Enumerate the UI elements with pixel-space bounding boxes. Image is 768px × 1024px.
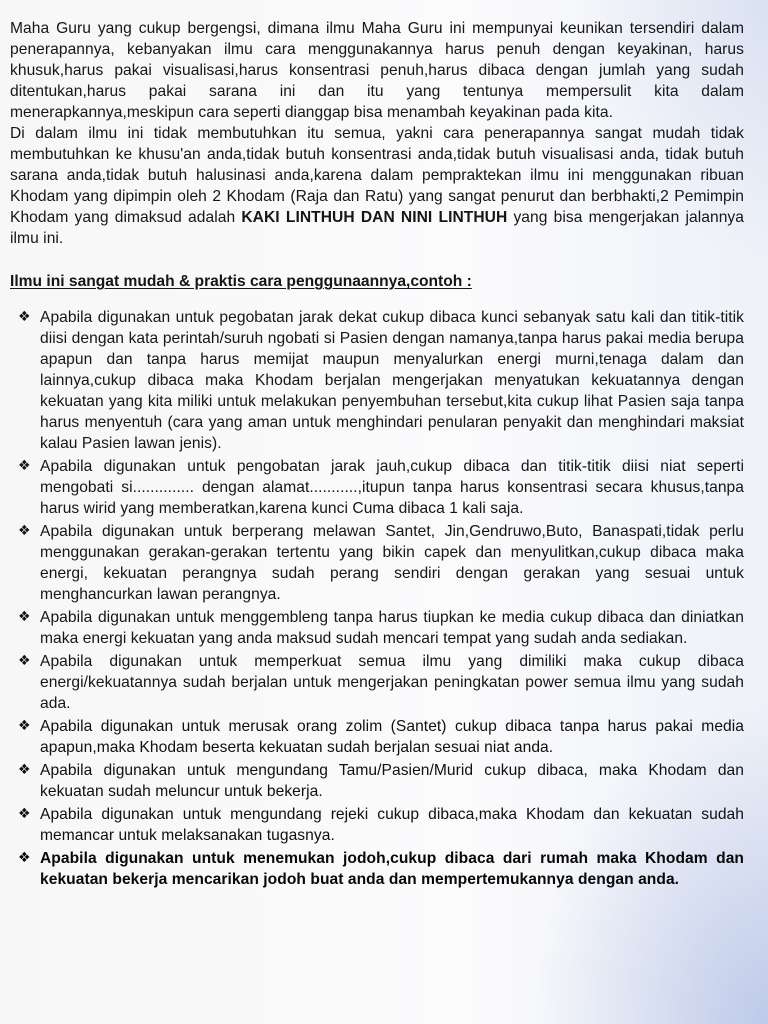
list-item: [10, 848, 744, 890]
list-item: [10, 607, 744, 649]
list-item: [10, 307, 744, 454]
intro-paragraph-2-text: Di dalam ilmu ini tidak membutuhkan itu semua, yakni cara penerapannya sangat mudah tidak membutuhkan ke khusu'an anda,tidak butuh konsentrasi anda,tidak butuh visualisasi anda, tidak butuh sarana anda,tidak butuh halusinasi anda,karena dalam pempraktekan ilmu ini menggunakan ribuan Khodam yang dipimpin oleh 2 Khodam (Raja dan Ratu) yang sangat penurut dan berbhakti,2 Pemimpin Khodam yang dimaksud adalah: [10, 125, 744, 226]
list-item: [10, 804, 744, 846]
list-item: [10, 651, 744, 714]
list-item-text: Apabila digunakan untuk menemukan jodoh,cukup dibaca dari rumah maka Khodam dan kekuatan bekerja mencarikan jodoh buat anda dan mempertemukannya dengan anda.: [40, 850, 744, 888]
list-item-text: Apabila digunakan untuk mengundang Tamu/Pasien/Murid cukup dibaca, maka Khodam dan kekuatan sudah meluncur untuk bekerja.: [40, 762, 744, 800]
list-item: [10, 716, 744, 758]
list-item-text: Apabila digunakan untuk memperkuat semua ilmu yang dimiliki maka cukup dibaca energi/kekuatannya sudah berjalan untuk mengerjakan peningkatan power semua ilmu yang sudah ada.: [40, 653, 744, 712]
list-item: [10, 760, 744, 802]
list-item-text: Apabila digunakan untuk pegobatan jarak dekat cukup dibaca kunci sebanyak satu kali dan titik-titik diisi dengan kata perintah/suruh ngobati si Pasien dengan namanya,tanpa harus pakai media berupa apapun dan tanpa harus memijat maupun menyalurkan energi murni,tenaga dalam dan lainnya,cukup dibaca maka Khodam berjalan mengerjakan menyatukan kekuatannya dengan kekuatan yang kita miliki untuk melakukan penyembuhan tersebut,kita cukup lihat Pasien saja tanpa harus menyentuh (cara yang aman untuk menghindari penularan penyakit dan menghindari maksiat kalau Pasien lawan jenis).: [40, 309, 744, 452]
diamond-bullet-icon: ❖: [18, 523, 31, 539]
diamond-bullet-icon: ❖: [18, 653, 31, 669]
list-item: [10, 521, 744, 605]
list-item-text: Apabila digunakan untuk pengobatan jarak jauh,cukup dibaca dan titik-titik diisi niat seperti mengobati si.............. dengan alamat...........,itupun tanpa harus konsentrasi secara khusus,tanpa harus wirid yang memberatkan,karena kunci Cuma dibaca 1 kali saja.: [40, 458, 744, 517]
usage-examples-list: [10, 307, 744, 890]
list-item: [10, 456, 744, 519]
diamond-bullet-icon: ❖: [18, 718, 31, 734]
list-item-text: Apabila digunakan untuk merusak orang zolim (Santet) cukup dibaca tanpa harus pakai media apapun,maka Khodam beserta kekuatan sudah berjalan sesuai niat anda.: [40, 718, 744, 756]
list-item-text: Apabila digunakan untuk menggembleng tanpa harus tiupkan ke media cukup dibaca dan diniatkan maka energi kekuatan yang anda maksud sudah mencari tempat yang sudah anda sediakan.: [40, 609, 744, 647]
khodam-leaders-name: KAKI LINTHUH DAN NINI LINTHUH: [241, 209, 508, 226]
intro-paragraph-2-ending: yang bisa mengerjakan jalannya ilmu ini.: [10, 209, 744, 247]
diamond-bullet-icon: ❖: [18, 458, 31, 474]
diamond-bullet-icon: ❖: [18, 850, 31, 866]
diamond-bullet-icon: ❖: [18, 762, 31, 778]
list-item-text: Apabila digunakan untuk mengundang rejeki cukup dibaca,maka Khodam dan kekuatan sudah memancar untuk melaksanakan tugasnya.: [40, 806, 744, 844]
diamond-bullet-icon: ❖: [18, 806, 31, 822]
intro-paragraph-2: [10, 123, 744, 249]
diamond-bullet-icon: ❖: [18, 609, 31, 625]
intro-paragraph-1: Maha Guru yang cukup bergengsi, dimana ilmu Maha Guru ini mempunyai keunikan tersendiri dalam penerapannya, kebanyakan ilmu cara menggunakannya harus penuh dengan keyakinan, harus khusuk,harus pakai visualisasi,harus konsentrasi penuh,harus dibaca dengan jumlah yang sudah ditentukan,harus pakai sarana ini dan itu yang tentunya mempersulit kita dalam menerapkannya,meskipun cara seperti dianggap bisa menambah keyakinan pada kita.: [10, 20, 744, 121]
section-heading: Ilmu ini sangat mudah & praktis cara penggunaannya,contoh :: [10, 273, 472, 290]
list-item-text: Apabila digunakan untuk berperang melawan Santet, Jin,Gendruwo,Buto, Banaspati,tidak perlu menggunakan gerakan-gerakan tertentu yang bikin capek dan menyulitkan,cukup dibaca maka energi, kekuatan perangnya sudah perang sendiri dengan gerakan yang sesuai untuk menghancurkan lawan perangnya.: [40, 523, 744, 603]
diamond-bullet-icon: ❖: [18, 309, 31, 325]
